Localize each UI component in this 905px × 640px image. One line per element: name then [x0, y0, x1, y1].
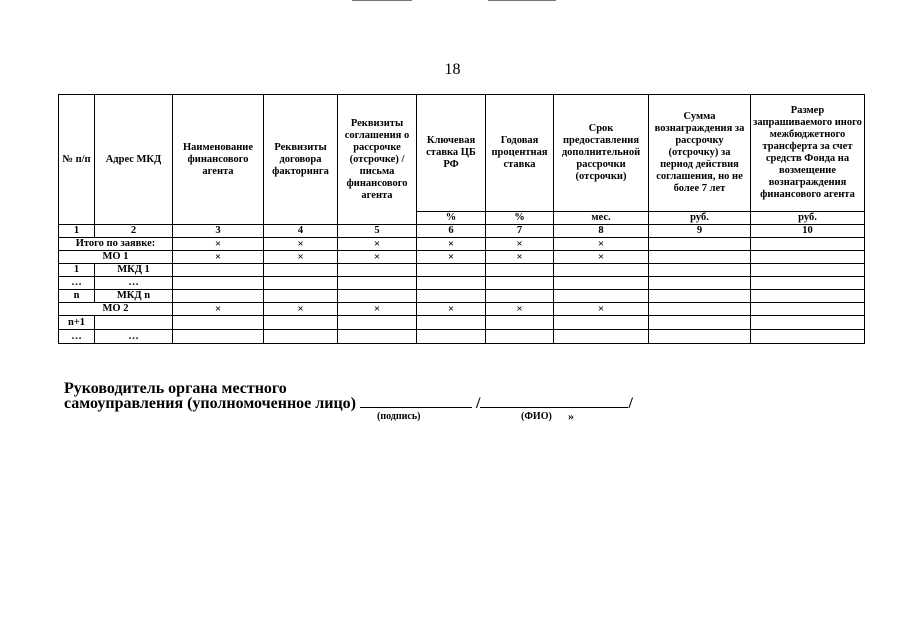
- mkd1-row: [59, 264, 865, 277]
- total-label: Итого по заявке:: [59, 238, 173, 251]
- top-edge-mark-right: [488, 0, 556, 1]
- top-edge-mark-left: [352, 0, 412, 1]
- empty-cell: [649, 303, 751, 316]
- col-num-1: 1: [59, 225, 95, 238]
- empty-cell: [486, 277, 554, 290]
- cross-mark: ×: [173, 303, 264, 316]
- signature-slash-2: /: [628, 395, 633, 412]
- mkdn-row: [59, 290, 865, 303]
- empty-cell: [264, 316, 338, 330]
- empty-cell: [486, 264, 554, 277]
- empty-cell: [338, 264, 417, 277]
- col-num-2: 2: [95, 225, 173, 238]
- col-num-7: 7: [486, 225, 554, 238]
- caption-name: (ФИО): [521, 411, 552, 422]
- unit-transfer: руб.: [751, 212, 865, 225]
- header-address: Адрес МКД: [95, 95, 173, 225]
- unit-key-rate: %: [417, 212, 486, 225]
- empty-cell: [417, 290, 486, 303]
- unit-fee: руб.: [649, 212, 751, 225]
- col-num-5: 5: [338, 225, 417, 238]
- mo2-row: [59, 303, 865, 316]
- total-row: [59, 238, 865, 251]
- header-fee-amount: Сумма вознаграждения за рассрочку (отсрочку) за период действия соглашения, но не более 7 лет: [649, 95, 751, 212]
- header-annual-rate: Годовая процентная ставка: [486, 95, 554, 212]
- cross-mark: ×: [173, 251, 264, 264]
- header-installment-agreement: Реквизиты соглашения о рассрочке (отсрочке) / письма финансового агента: [338, 95, 417, 225]
- empty-cell: [486, 330, 554, 344]
- header-transfer-amount: Размер запрашиваемого иного межбюджетного трансферта за счет средств Фонда на возмещение вознаграждения финансового агента: [751, 95, 865, 212]
- empty-cell: [554, 316, 649, 330]
- row-num: n+1: [59, 316, 95, 330]
- empty-cell: [554, 290, 649, 303]
- empty-cell: [649, 330, 751, 344]
- empty-cell: [751, 251, 865, 264]
- col-num-3: 3: [173, 225, 264, 238]
- empty-cell: [264, 330, 338, 344]
- empty-cell: [338, 277, 417, 290]
- empty-cell: [173, 330, 264, 344]
- cross-mark: ×: [417, 303, 486, 316]
- header-key-rate: Ключевая ставка ЦБ РФ: [417, 95, 486, 212]
- row-address: …: [95, 330, 173, 344]
- cross-mark: ×: [554, 303, 649, 316]
- empty-cell: [417, 264, 486, 277]
- empty-cell: [554, 330, 649, 344]
- caption-signature: (подпись): [377, 411, 421, 422]
- col-num-4: 4: [264, 225, 338, 238]
- row-num: …: [59, 330, 95, 344]
- signature-block: [64, 381, 633, 411]
- mo1-row: [59, 251, 865, 264]
- empty-cell: [751, 316, 865, 330]
- empty-cell: [751, 290, 865, 303]
- signature-slash-1: /: [476, 395, 481, 412]
- col-num-10: 10: [751, 225, 865, 238]
- empty-cell: [173, 264, 264, 277]
- empty-cell: [417, 316, 486, 330]
- cross-mark: ×: [338, 251, 417, 264]
- cross-mark: ×: [417, 238, 486, 251]
- cross-mark: ×: [173, 238, 264, 251]
- mo1-label: МО 1: [59, 251, 173, 264]
- empty-cell: [264, 290, 338, 303]
- empty-cell: [649, 264, 751, 277]
- header-factoring-contract: Реквизиты договора факторинга: [264, 95, 338, 225]
- header-agent: Наименование финансового агента: [173, 95, 264, 225]
- empty-cell: [338, 316, 417, 330]
- empty-cell: [751, 303, 865, 316]
- ellipsis2-row: [59, 330, 865, 344]
- cross-mark: ×: [417, 251, 486, 264]
- n1-row: [59, 316, 865, 330]
- empty-cell: [649, 277, 751, 290]
- cross-mark: ×: [264, 251, 338, 264]
- empty-cell: [486, 290, 554, 303]
- col-num-6: 6: [417, 225, 486, 238]
- name-blank: [480, 407, 628, 408]
- unit-annual-rate: %: [486, 212, 554, 225]
- empty-cell: [173, 277, 264, 290]
- empty-cell: [751, 330, 865, 344]
- empty-cell: [649, 238, 751, 251]
- row-num: …: [59, 277, 95, 290]
- row-num: 1: [59, 264, 95, 277]
- row-address: МКД n: [95, 290, 173, 303]
- row-address: МКД 1: [95, 264, 173, 277]
- cross-mark: ×: [338, 303, 417, 316]
- signature-title-line1: Руководитель органа местного: [64, 380, 287, 397]
- empty-cell: [751, 238, 865, 251]
- empty-cell: [751, 277, 865, 290]
- empty-cell: [417, 330, 486, 344]
- row-address: …: [95, 277, 173, 290]
- row-num: n: [59, 290, 95, 303]
- empty-cell: [649, 316, 751, 330]
- request-table: [58, 94, 865, 344]
- empty-cell: [338, 330, 417, 344]
- empty-cell: [649, 290, 751, 303]
- cross-mark: ×: [554, 238, 649, 251]
- closing-quote: »: [568, 409, 574, 423]
- empty-cell: [554, 277, 649, 290]
- empty-cell: [264, 277, 338, 290]
- empty-cell: [173, 290, 264, 303]
- cross-mark: ×: [486, 251, 554, 264]
- ellipsis-row: [59, 277, 865, 290]
- cross-mark: ×: [486, 238, 554, 251]
- cross-mark: ×: [338, 238, 417, 251]
- signature-title-line2: самоуправления (уполномоченное лицо): [64, 395, 356, 412]
- signature-blank: [360, 407, 472, 408]
- page-number: 18: [444, 61, 461, 78]
- empty-cell: [417, 277, 486, 290]
- cross-mark: ×: [486, 303, 554, 316]
- column-numbers-row: [59, 225, 865, 238]
- header-num: № п/п: [59, 95, 95, 225]
- empty-cell: [95, 316, 173, 330]
- header-term: Срок предоставления дополнительной рассрочки (отсрочки): [554, 95, 649, 212]
- empty-cell: [486, 316, 554, 330]
- cross-mark: ×: [264, 303, 338, 316]
- col-num-9: 9: [649, 225, 751, 238]
- unit-term: мес.: [554, 212, 649, 225]
- mo2-label: МО 2: [59, 303, 173, 316]
- empty-cell: [649, 251, 751, 264]
- empty-cell: [338, 290, 417, 303]
- empty-cell: [173, 316, 264, 330]
- cross-mark: ×: [554, 251, 649, 264]
- empty-cell: [554, 264, 649, 277]
- col-num-8: 8: [554, 225, 649, 238]
- empty-cell: [751, 264, 865, 277]
- cross-mark: ×: [264, 238, 338, 251]
- empty-cell: [264, 264, 338, 277]
